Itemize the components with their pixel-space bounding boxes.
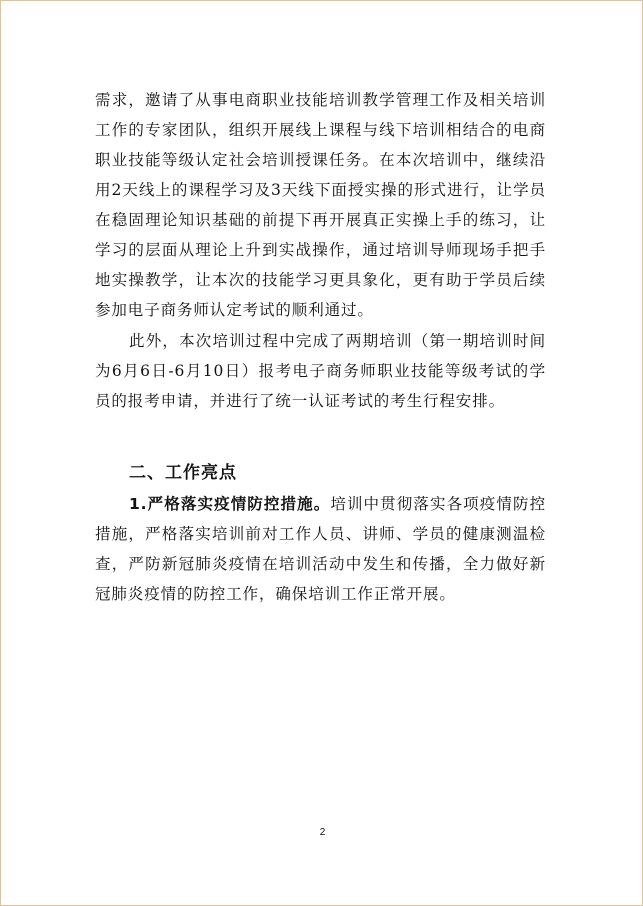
paragraph-lead: 1.严格落实疫情防控措施。 <box>129 495 331 513</box>
section-heading: 二、工作亮点 <box>129 463 237 483</box>
body-paragraph <box>95 489 546 609</box>
paragraph-body: 培训中贯彻落实各项疫情防控措施，严格落实培训前对工作人员、讲师、学员的健康测温检查，严防新冠肺炎疫情在培训活动中发生和传播，全力做好新冠肺炎疫情的防控工作，确保培训工作正常开展。 <box>95 495 547 603</box>
body-paragraph: 此外，本次培训过程中完成了两期培训（第一期培训时间为6月6日-6月10日）报考电子商务师职业技能等级考试的学员的报考申请，并进行了统一认证考试的考生行程安排。 <box>95 332 546 410</box>
page-number: 2 <box>319 827 326 838</box>
body-paragraph: 需求，邀请了从事电商职业技能培训教学管理工作及相关培训工作的专家团队，组织开展线上课程与线下培训相结合的电商职业技能等级认定社会培训授课任务。在本次培训中，继续沿用2天线上的课程学习及3天线下面授实操的形式进行，让学员在稳固理论知识基础的前提下再开展真正实操上手的练习，让学习的层面从理论上升到实战操作，通过培训导师现场手把手地实操教学，让本次的技能学习更具象化，更有助于学员后续参加电子商务师认定考试的顺利通过。 <box>95 91 546 319</box>
